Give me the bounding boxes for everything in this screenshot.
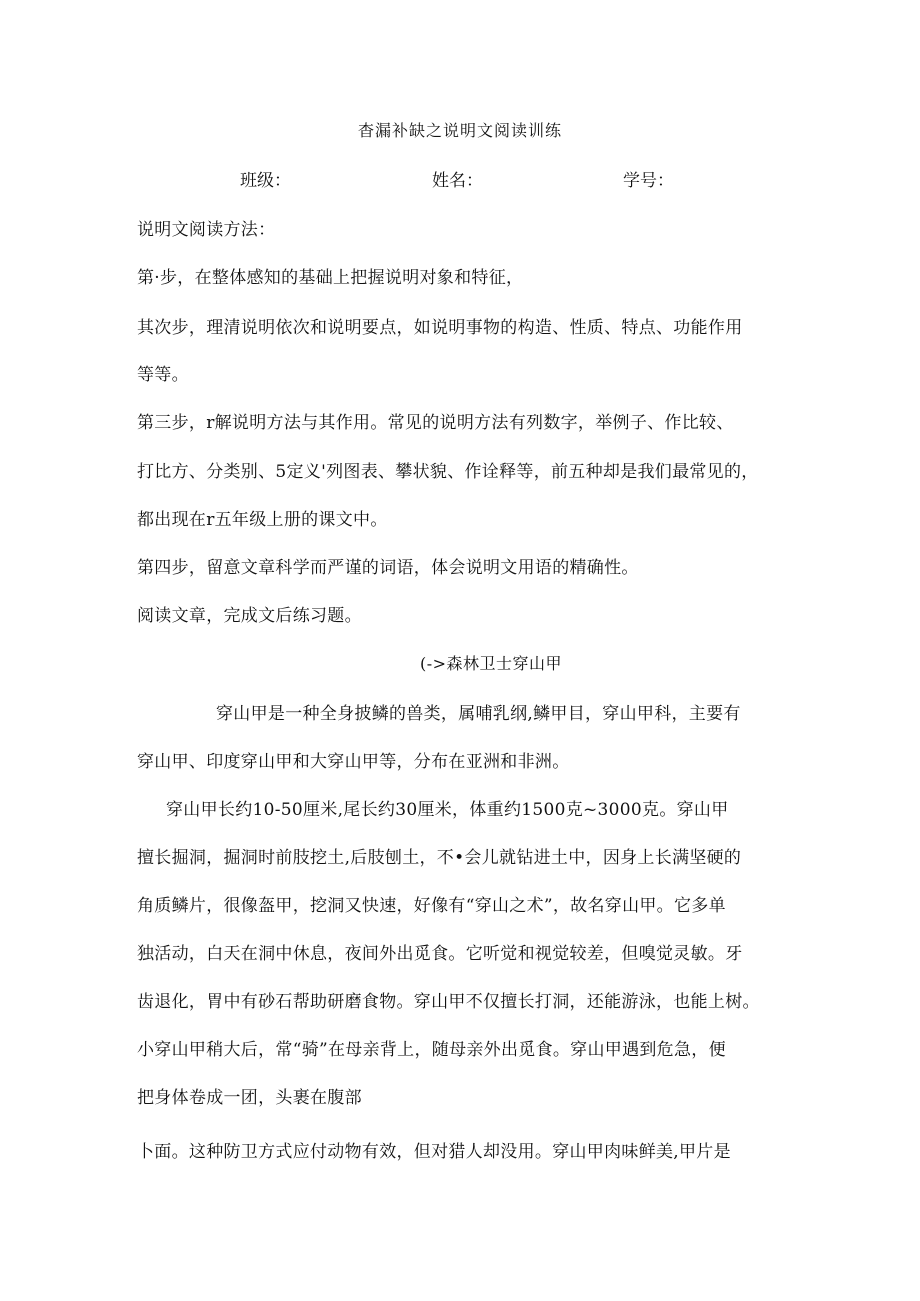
student-id-field-label: 学号： (623, 171, 674, 191)
class-field-label: 班级： (240, 171, 291, 191)
article-line: 穿山甲是一种全身披鳞的兽类，属哺乳纲,鳞甲目，穿山甲科，主要有 (216, 704, 741, 724)
article-line: 角质鳞片，很像盔甲，挖洞又快速，好像有“穿山之术”，故名穿山甲。它多单 (137, 896, 726, 916)
method-line: 第三步，r解说明方法与其作用。常见的说明方法有列数字，举例子、作比较、 (137, 413, 734, 433)
article-title: (->森林卫士穿山甲 (420, 654, 563, 673)
method-heading: 说明文阅读方法： (137, 220, 276, 240)
article-line: 穿山甲、印度穿山甲和大穿山甲等，分布在亚洲和非洲。 (137, 752, 570, 772)
article-line: 独活动，白天在洞中休息，夜间外出觅食。它听觉和视觉较差，但嗅觉灵敏。牙 (137, 944, 743, 964)
article-line: 卜面。这种防卫方式应付动物有效，但对猎人却没用。穿山甲肉味鲜美,甲片是 (137, 1142, 731, 1162)
method-line: 第·步，在整体感知的基础上把握说明对象和特征， (137, 268, 524, 288)
article-line: 齿退化，胃中有砂石帮助研磨食物。穿山甲不仅擅长打洞，还能游泳，也能上树。 (137, 992, 760, 1012)
method-line: 阅读文章，完成文后练习题。 (137, 606, 362, 626)
article-line: 穿山甲长约10-50厘米,尾长约30厘米，体重约1500克~3000克。穿山甲 (166, 800, 729, 820)
method-line: 其次步，理清说明依次和说明要点，如说明事物的构造、性质、特点、功能作用 (137, 318, 743, 338)
article-line: 小穿山甲稍大后，常“骑”在母亲背上，随母亲外出觅食。穿山甲遇到危急，便 (137, 1040, 726, 1060)
document-title: 杳漏补缺之说明文阅读训练 (357, 121, 562, 140)
method-line: 都出现在r五年级上册的课文中。 (137, 510, 388, 530)
name-field-label: 姓名： (432, 171, 483, 191)
article-line: 擅长掘洞，掘洞时前肢挖土,后肢刨土，不•会儿就钻进土中，因身上长满坚硬的 (137, 848, 742, 868)
method-line: 等等。 (137, 365, 189, 385)
method-line: 第四步，留意文章科学而严谨的词语，体会说明文用语的精确性。 (137, 558, 639, 578)
article-line: 把身体卷成一团，头裹在腹部 (137, 1088, 362, 1108)
method-line: 打比方、分类别、5定义'列图表、攀状貌、作诠释等，前五种却是我们最常见的， (137, 462, 759, 482)
